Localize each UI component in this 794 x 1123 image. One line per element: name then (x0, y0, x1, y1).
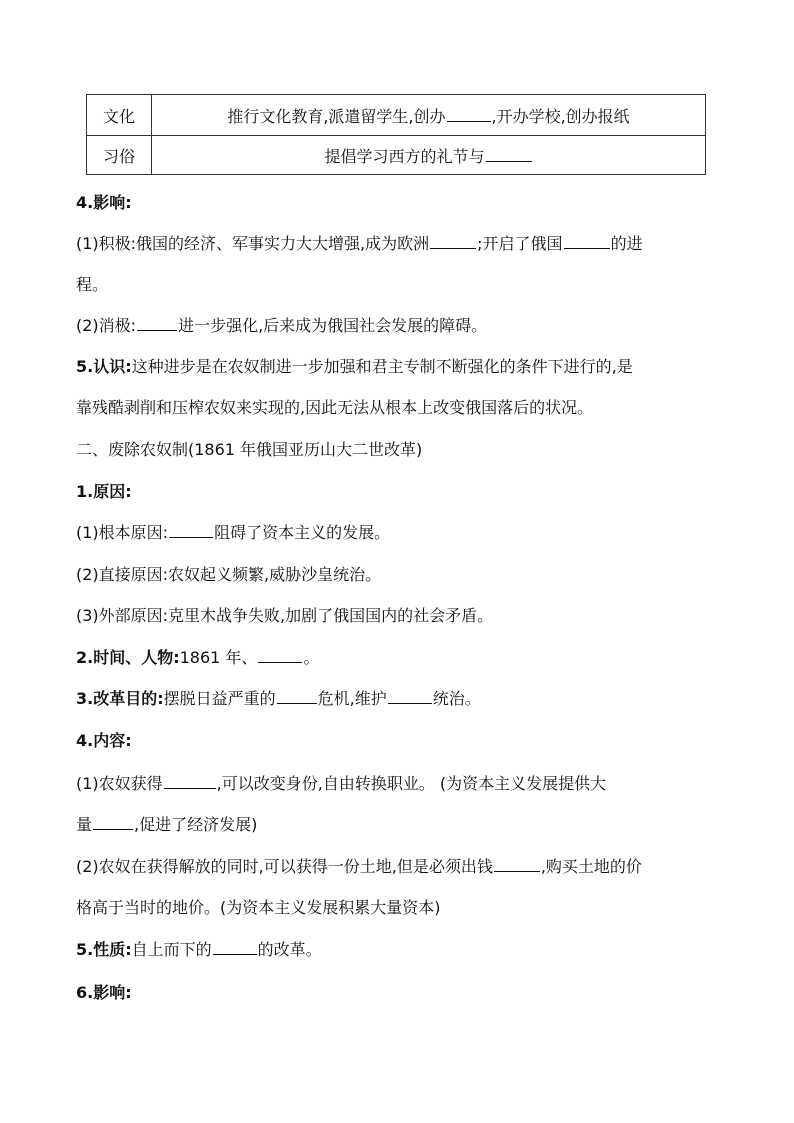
answer-blank[interactable] (430, 234, 476, 249)
answer-blank[interactable] (277, 689, 317, 704)
table-row (87, 95, 706, 136)
answer-blank[interactable] (137, 316, 177, 331)
answer-blank[interactable] (447, 107, 491, 122)
heading-purpose: 3.改革目的: (76, 689, 164, 708)
understanding-line1: 5.认识:这种进步是在农奴制进一步加强和君主专制不断强化的条件下进行的,是 (76, 357, 633, 376)
row-label-culture: 文化 (87, 95, 152, 136)
heading-content: 4.内容: (76, 731, 132, 750)
heading-time: 2.时间、人物: (76, 648, 180, 667)
heading-causes: 1.原因: (76, 482, 132, 501)
answer-blank[interactable] (164, 774, 216, 789)
table-row (87, 136, 706, 175)
cause-direct: (2)直接原因:农奴起义频繁,威胁沙皇统治。 (76, 565, 382, 584)
reform-purpose: 3.改革目的:摆脱日益严重的 危机,维护 统治。 (76, 689, 481, 708)
answer-blank[interactable] (213, 940, 257, 955)
section-title: 二、废除农奴制(1861 年俄国亚历山大二世改革) (76, 440, 423, 459)
content-item2-cont: 格高于当时的地价。(为资本主义发展积累大量资本) (76, 898, 441, 917)
cause-external: (3)外部原因:克里木战争失败,加剧了俄国国内的社会矛盾。 (76, 606, 494, 625)
impact-positive-cont: 程。 (76, 275, 109, 294)
row-label-customs: 习俗 (87, 136, 152, 175)
answer-blank[interactable] (486, 147, 532, 162)
heading-understanding: 5.认识: (76, 357, 132, 376)
time-person: 2.时间、人物:1861 年、 。 (76, 648, 320, 667)
impact-positive: (1)积极:俄国的经济、军事实力大大增强,成为欧洲 ;开启了俄国 的进 (76, 234, 643, 253)
answer-blank[interactable] (169, 523, 213, 538)
content-item1: (1)农奴获得 ,可以改变身份,自由转换职业。 (为资本主义发展提供大 (76, 774, 607, 793)
heading-reform-impact: 6.影响: (76, 983, 132, 1002)
impact-negative: (2)消极: 进一步强化,后来成为俄国社会发展的障碍。 (76, 316, 488, 335)
content-item2: (2)农奴在获得解放的同时,可以获得一份土地,但是必须出钱 ,购买土地的价 (76, 857, 642, 876)
reform-nature: 5.性质:自上而下的 的改革。 (76, 940, 322, 959)
answer-blank[interactable] (388, 689, 432, 704)
content-item1-cont: 量 ,促进了经济发展) (76, 815, 258, 834)
answer-blank[interactable] (93, 815, 133, 830)
reform-table (86, 94, 706, 175)
answer-blank[interactable] (564, 234, 610, 249)
row-content-culture: 推行文化教育,派遣留学生,创办 ,开办学校,创办报纸 (152, 95, 706, 136)
answer-blank[interactable] (494, 857, 540, 872)
answer-blank[interactable] (258, 648, 302, 663)
heading-impact: 4.影响: (76, 193, 132, 212)
row-content-customs: 提倡学习西方的礼节与 (152, 136, 706, 175)
cause-root: (1)根本原因: 阻碍了资本主义的发展。 (76, 523, 391, 542)
heading-nature: 5.性质: (76, 940, 132, 959)
understanding-line2: 靠残酷剥削和压榨农奴来实现的,因此无法从根本上改变俄国落后的状况。 (76, 398, 594, 417)
